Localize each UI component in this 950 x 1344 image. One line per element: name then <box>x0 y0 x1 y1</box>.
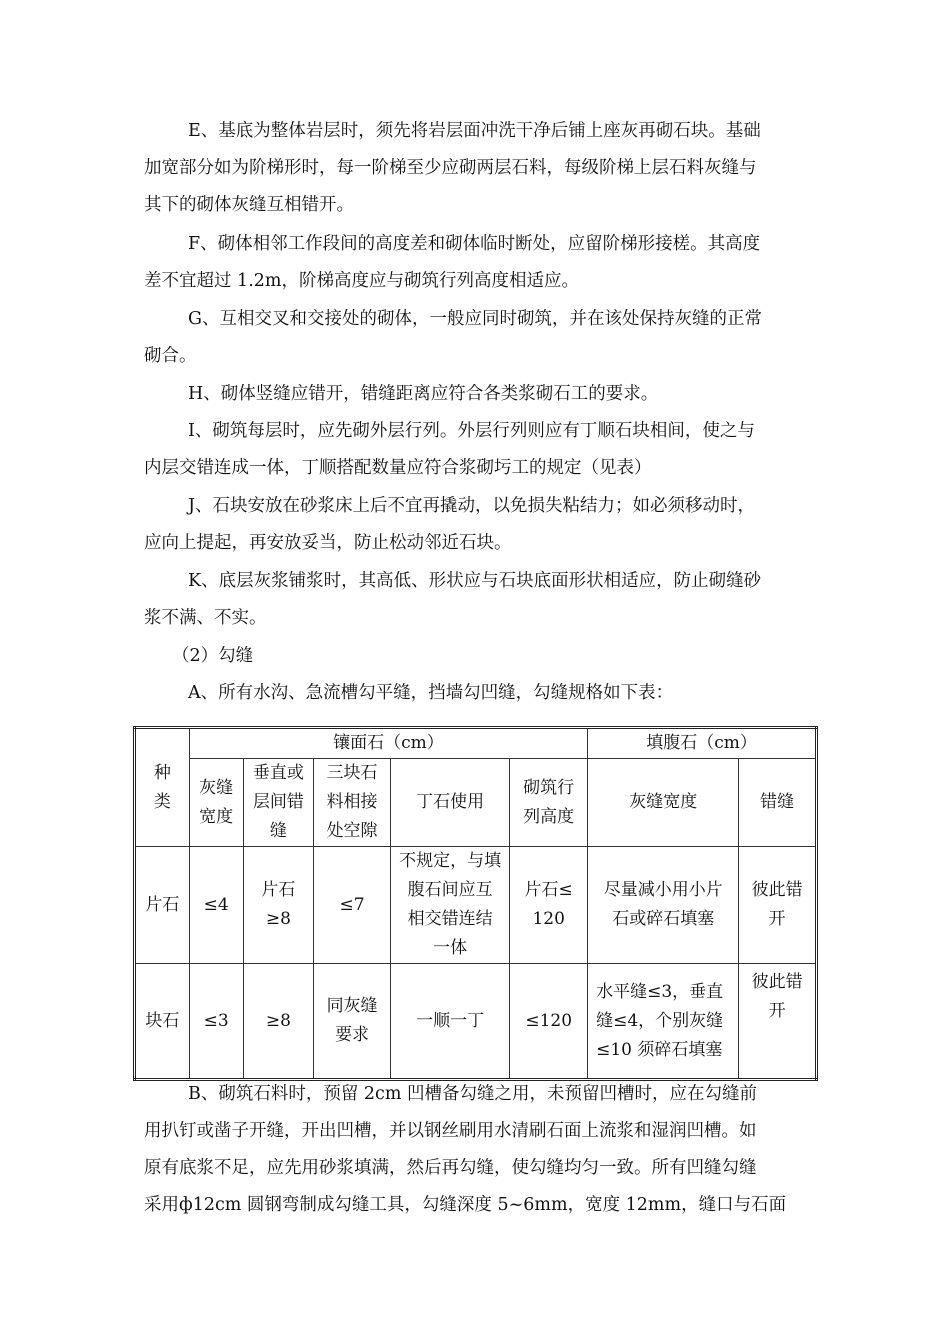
text-line: I、砌筑每层时，应先砌外层行列。外层行列则应有丁顺石块相间，使之与 <box>188 421 755 441</box>
text-line: J、石块安放在砂浆床上后不宜再撬动，以免损失粘结力；如必须移动时， <box>188 496 756 516</box>
cell-course-height: 片石≤ 120 <box>510 847 588 964</box>
text-line: 内层交错连成一体，丁顺搭配数量应符合浆砌圬工的规定（见表） <box>144 458 652 478</box>
header-facing-stone: 镶面石（cm） <box>189 728 587 759</box>
table-row <box>135 847 817 964</box>
header-vertical-offset: 垂直或 层间错 缝 <box>243 759 314 847</box>
header-filling-joint-width: 灰缝宽度 <box>588 759 739 847</box>
paragraph-E <box>144 113 808 224</box>
header-course-height: 砌筑行 列高度 <box>510 759 588 847</box>
cell-filling-joint-width: 尽量减小用小片 石或碎石填塞 <box>588 847 739 964</box>
cell-joint-width: ≤3 <box>189 964 243 1080</box>
paragraph-B <box>144 1076 808 1224</box>
header-header-stone-use: 丁石使用 <box>390 759 509 847</box>
cell-type: 片石 <box>135 847 190 964</box>
paragraph-H <box>144 376 808 413</box>
cell-type: 块石 <box>135 964 190 1080</box>
header-staggering: 错缝 <box>739 759 817 847</box>
text-line: K、底层灰浆铺浆时，其高低、形状应与石块底面形状相适应，防止砌缝砂 <box>188 571 762 591</box>
text-line: F、砌体相邻工作段间的高度差和砌体临时断处，应留阶梯形接槎。其高度 <box>188 234 761 254</box>
cell-three-stone-gap: ≤7 <box>314 847 391 964</box>
text-line: 浆不满、不实。 <box>144 608 267 628</box>
cell-staggering: 彼此错 开 <box>739 964 817 1080</box>
table-group-header-row <box>135 728 817 759</box>
paragraph-K <box>144 563 808 637</box>
text-line: 其下的砌体灰缝互相错开。 <box>144 195 354 215</box>
text-line: E、基底为整体岩层时，须先将岩层面冲洗干净后铺上座灰再砌石块。基础 <box>188 121 761 141</box>
paragraph-A <box>144 675 808 712</box>
text-line: 差不宜超过 1.2m，阶梯高度应与砌筑行列高度相适应。 <box>144 271 579 291</box>
cell-header-stone-use: 不规定，与填 腹石间应互 相交错连结 一体 <box>390 847 509 964</box>
cell-staggering: 彼此错 开 <box>739 847 817 964</box>
header-type: 种 类 <box>135 728 190 847</box>
cell-vertical-offset: ≥8 <box>243 964 314 1080</box>
text-line: 加宽部分如为阶梯形时，每一阶梯至少应砌两层石料，每级阶梯上层石料灰缝与 <box>144 158 757 178</box>
text-line: 采用ф12cm 圆钢弯制成勾缝工具，勾缝深度 5~6mm，宽度 12mm，缝口与石面 <box>144 1195 787 1215</box>
cell-three-stone-gap: 同灰缝 要求 <box>314 964 391 1080</box>
section-heading-goufeng <box>144 638 808 675</box>
text-line: 应向上提起，再安放妥当，防止松动邻近石块。 <box>144 533 512 553</box>
cell-course-height: ≤120 <box>510 964 588 1080</box>
paragraph-G <box>144 301 808 375</box>
text-line: G、互相交叉和交接处的砌体，一般应同时砌筑，并在该处保持灰缝的正常 <box>188 309 762 329</box>
text-line: 用扒钉或凿子开缝，开出凹槽，并以钢丝刷用水清刷石面上流浆和湿润凹槽。如 <box>144 1121 757 1141</box>
text-line: 原有底浆不足，应先用砂浆填满，然后再勾缝，使勾缝均匀一致。所有凹缝勾缝 <box>144 1158 757 1178</box>
paragraph-F <box>144 226 808 300</box>
cell-joint-width: ≤4 <box>189 847 243 964</box>
cell-vertical-offset: 片石 ≥8 <box>243 847 314 964</box>
paragraph-I <box>144 413 808 487</box>
text-line: A、所有水沟、急流槽勾平缝，挡墙勾凹缝，勾缝规格如下表： <box>188 683 674 703</box>
text-line: B、砌筑石料时，预留 2cm 凹槽备勾缝之用，未预留凹槽时，应在勾缝前 <box>188 1084 758 1104</box>
table-row <box>135 964 817 1080</box>
cell-header-stone-use: 一顺一丁 <box>390 964 509 1080</box>
cell-filling-joint-width: 水平缝≤3，垂直 缝≤4，个别灰缝 ≤10 须碎石填塞 <box>588 964 739 1080</box>
table-header-row <box>135 759 817 847</box>
paragraph-J <box>144 488 808 562</box>
text-line: 砌合。 <box>144 346 197 366</box>
header-joint-width: 灰缝 宽度 <box>189 759 243 847</box>
header-three-stone-gap: 三块石 料相接 处空隙 <box>314 759 391 847</box>
text-line: （2）勾缝 <box>172 646 254 666</box>
joint-spec-table <box>133 726 818 1081</box>
header-filling-stone: 填腹石（cm） <box>588 728 817 759</box>
text-line: H、砌体竖缝应错开，错缝距离应符合各类浆砌石工的要求。 <box>188 384 659 404</box>
